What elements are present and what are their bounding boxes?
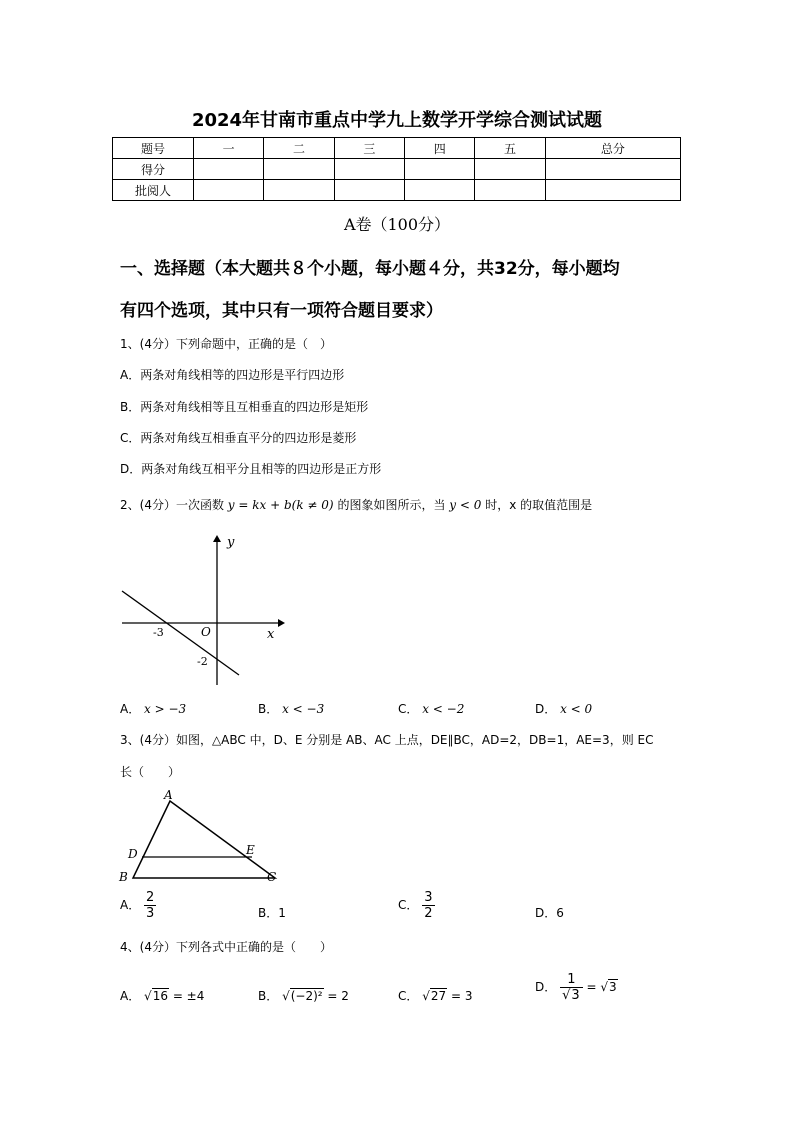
grader-row: [113, 180, 681, 201]
q4-stem: 4、(4分）下列各式中正确的是（ ）: [120, 940, 332, 954]
q2-graph: [115, 530, 285, 690]
grader-cell: [334, 180, 404, 201]
option-label: C．: [398, 898, 419, 912]
q2-condition: y < 0: [449, 498, 482, 512]
q1-option-d: D．两条对角线互相平分且相等的四边形是正方形: [120, 462, 382, 476]
q2-option-d: [535, 700, 592, 717]
option-label: A．: [120, 898, 141, 912]
q2-stem-pre: 2、(4分）一次函数: [120, 498, 224, 512]
q3-option-b: B．1: [258, 906, 286, 920]
option-label: D．: [535, 702, 557, 716]
option-expr: x < −2: [422, 702, 465, 716]
q2-stem-mid: 的图象如图所示，当: [337, 498, 446, 512]
y-axis-label: y: [227, 535, 235, 550]
point-e-label: E: [246, 843, 255, 857]
q2-option-a: [120, 700, 186, 717]
radicand: 3: [571, 988, 580, 1003]
option-label: A．: [120, 989, 141, 1003]
grader-cell: [405, 180, 475, 201]
vertex-a-label: A: [164, 788, 173, 802]
grader-cell: [194, 180, 264, 201]
header-cell: 题号: [113, 138, 194, 159]
numerator: 3: [424, 890, 433, 905]
option-expr: x < −3: [282, 702, 325, 716]
vertex-c-label: C: [267, 870, 277, 884]
q2-stem: [120, 496, 592, 513]
grader-cell: [545, 180, 680, 201]
score-cell: [475, 159, 545, 180]
header-cell: 四: [405, 138, 475, 159]
x-intercept-label: -3: [153, 626, 164, 639]
score-table: [112, 137, 681, 201]
option-expr: x < 0: [560, 702, 593, 716]
row-label: 得分: [113, 159, 194, 180]
numerator: 1: [560, 972, 583, 988]
grader-cell: [475, 180, 545, 201]
x-axis-label: x: [267, 627, 275, 642]
score-row: [113, 159, 681, 180]
expr-rest: = 2: [327, 989, 349, 1003]
q1-option-b: B．两条对角线相等且互相垂直的四边形是矩形: [120, 400, 369, 414]
fraction: [144, 890, 156, 921]
grader-cell: [264, 180, 334, 201]
origin-label: O: [201, 625, 211, 639]
q3-option-a: [120, 890, 156, 921]
radicand: 16: [152, 989, 168, 1003]
fraction: [560, 972, 583, 1003]
score-cell: [405, 159, 475, 180]
q4-option-d: D． $\frac{1}{√3}$ = √3: [535, 972, 617, 1003]
q1-option-c: C．两条对角线互相垂直平分的四边形是菱形: [120, 431, 357, 445]
expr-rest: = 3: [450, 989, 473, 1003]
q1-stem: 1、(4分）下列命题中，正确的是（ ）: [120, 337, 332, 351]
radicand: 3: [609, 980, 617, 994]
section-heading-line1: 一、选择题（本大题共８个小题，每小题４分，共32分，每小题均: [120, 259, 620, 279]
header-cell: 三: [334, 138, 404, 159]
score-table-header-row: [113, 138, 681, 159]
header-cell: 五: [475, 138, 545, 159]
q2-option-b: [258, 700, 324, 717]
q4-option-a: A． √16 = ±4: [120, 989, 205, 1003]
denominator: 2: [424, 906, 433, 921]
score-cell: [545, 159, 680, 180]
denominator: √3: [562, 988, 580, 1003]
fraction: [422, 890, 434, 921]
radicand: (−2)²: [290, 989, 323, 1003]
option-expr: x > −3: [144, 702, 187, 716]
score-cell: [264, 159, 334, 180]
numerator: 2: [146, 890, 155, 905]
q4-option-b: B． √(−2)² = 2: [258, 989, 349, 1003]
score-cell: [194, 159, 264, 180]
paper-title: 2024年甘南市重点中学九上数学开学综合测试试题: [191, 110, 603, 131]
option-label: B．: [258, 702, 279, 716]
x-axis-arrow: [278, 619, 285, 627]
vertex-b-label: B: [119, 870, 128, 884]
row-label: 批阅人: [113, 180, 194, 201]
option-label: A．: [120, 702, 141, 716]
denominator: 3: [146, 906, 155, 921]
volume-heading: A卷（100分）: [343, 215, 451, 234]
header-cell: 一: [194, 138, 264, 159]
q2-option-c: [398, 700, 464, 717]
y-intercept-label: -2: [197, 655, 208, 668]
y-axis-arrow: [213, 535, 221, 542]
triangle-abc: [133, 801, 275, 878]
score-cell: [334, 159, 404, 180]
section-heading-line2: 有四个选项，其中只有一项符合题目要求）: [120, 301, 443, 321]
q3-triangle-figure: [115, 786, 285, 886]
point-d-label: D: [128, 847, 138, 861]
equals-sign: =: [586, 980, 597, 994]
option-label: D．: [535, 980, 557, 994]
option-label: C．: [398, 989, 419, 1003]
q3-option-d: D．6: [535, 906, 564, 920]
header-cell: 总分: [545, 138, 680, 159]
option-label: B．: [258, 989, 279, 1003]
q2-formula: y = kx + b(k ≠ 0): [227, 498, 334, 512]
expr-rest: = ±4: [172, 989, 205, 1003]
header-cell: 二: [264, 138, 334, 159]
q3-stem-line1: 3、(4分）如图，△ABC 中，D、E 分别是 AB、AC 上点，DE∥BC，AD=2，DB=1，AE=3，则 EC: [120, 733, 654, 747]
q3-stem-line2: 长（ ）: [120, 765, 181, 779]
q1-option-a: A．两条对角线相等的四边形是平行四边形: [120, 368, 345, 382]
option-label: C．: [398, 702, 419, 716]
q2-stem-post: 时，x 的取值范围是: [485, 498, 593, 512]
function-line: [122, 591, 239, 675]
radicand: 27: [430, 989, 447, 1003]
q4-option-c: C． √27 = 3: [398, 989, 473, 1003]
q3-option-c: [398, 890, 435, 921]
